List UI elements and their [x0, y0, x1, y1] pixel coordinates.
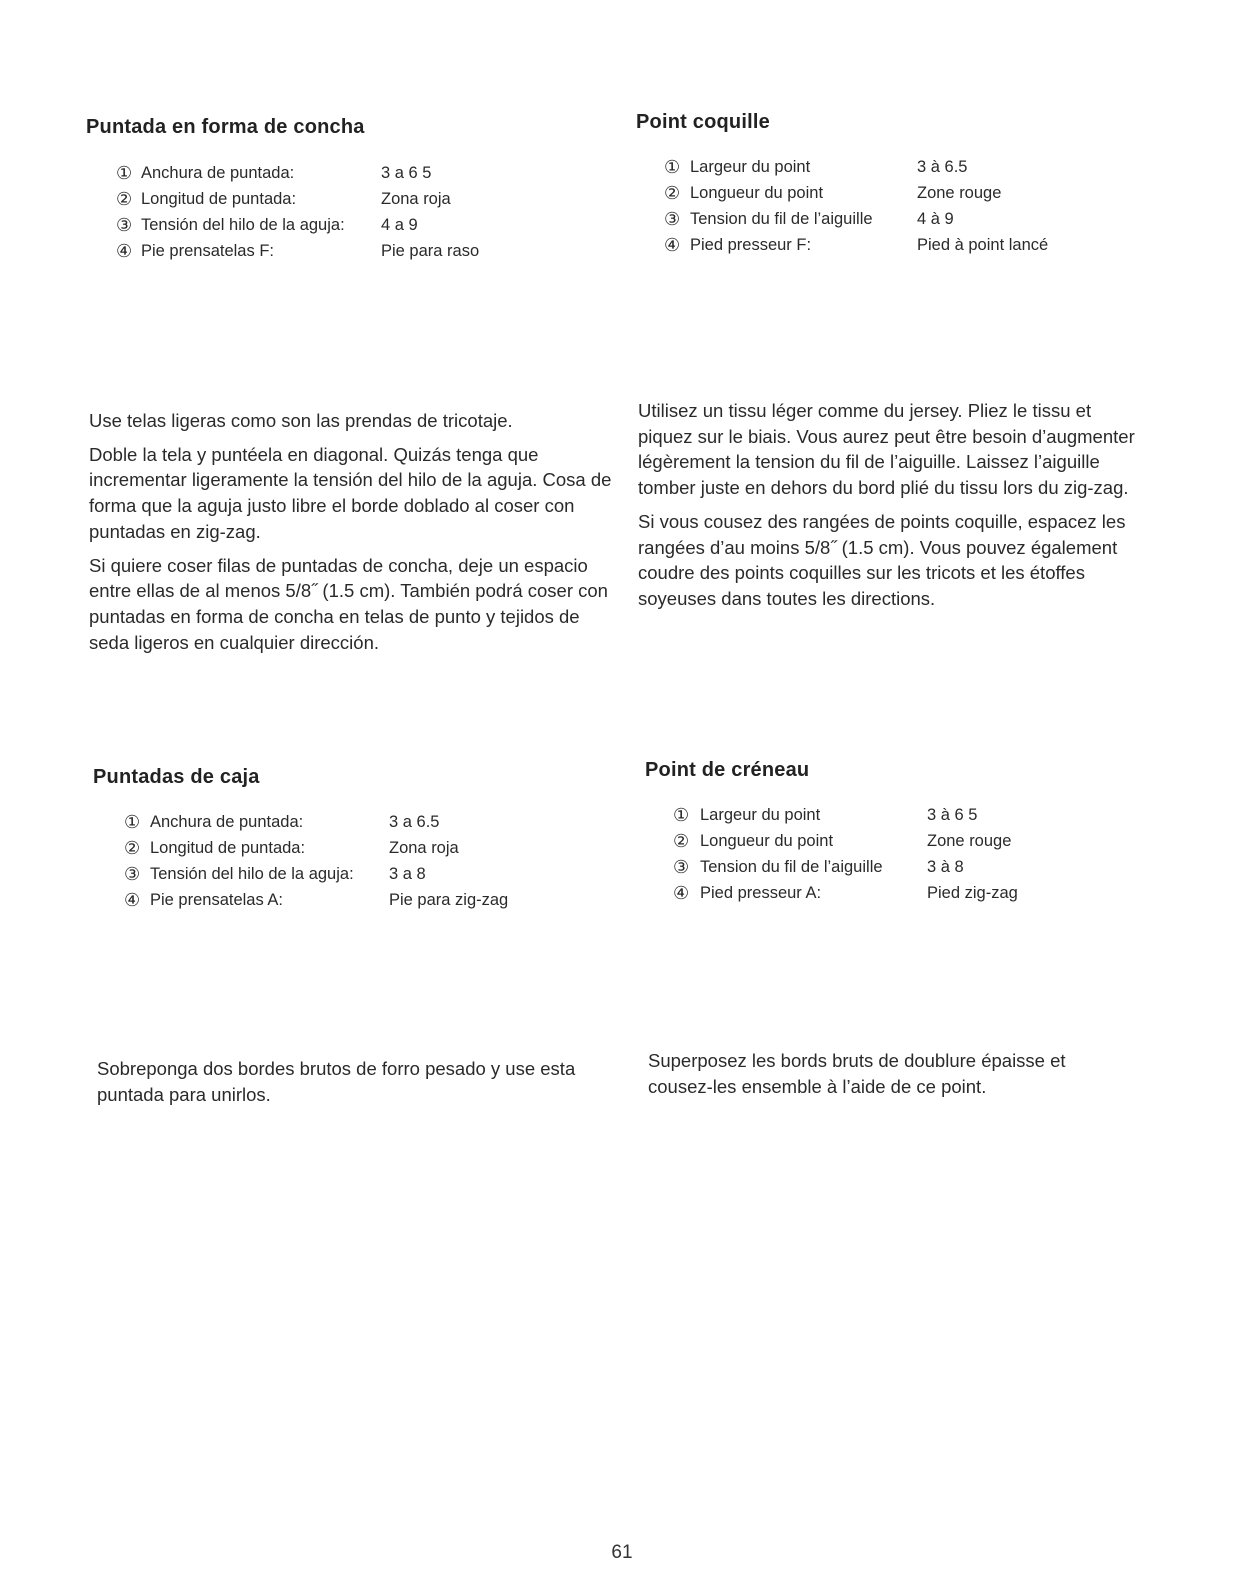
setting-label: Tension du fil de l’aiguille [700, 858, 883, 876]
setting-value: 3 à 8 [927, 858, 964, 876]
setting-value: 3 a 8 [389, 865, 426, 883]
setting-label: Longitud de puntada: [141, 190, 297, 208]
setting-row [664, 154, 1144, 180]
setting-row [116, 186, 536, 212]
setting-value: 4 a 9 [381, 216, 418, 234]
body-text-box-es [97, 1056, 597, 1115]
circled-number: ③ [124, 864, 141, 884]
section-title-shell-fr: Point coquille [636, 111, 770, 133]
circled-number: ② [116, 189, 133, 209]
circled-number: ④ [673, 883, 690, 903]
setting-label: Largeur du point [700, 806, 821, 824]
setting-label: Pied presseur F: [690, 236, 812, 254]
setting-value: Pie para zig-zag [389, 891, 509, 909]
circled-number: ③ [664, 209, 681, 229]
setting-value: Pied zig-zag [927, 884, 1018, 902]
settings-list-box-fr [673, 802, 1153, 906]
circled-number: ① [124, 812, 141, 832]
settings-list-shell-es [116, 160, 536, 264]
circled-number: ① [116, 163, 133, 183]
circled-number: ④ [664, 235, 681, 255]
circled-number: ② [664, 183, 681, 203]
setting-label: Largeur du point [690, 158, 811, 176]
setting-row [116, 212, 536, 238]
paragraph: Utilisez un tissu léger comme du jersey. Pliez le tissu et piquez sur le biais. Vous aurez peut être besoin d’augmenter légèrement la tension du fil de l’aiguille. Laissez l’aiguille tomber juste en dehors du bord plié du tissu lors du zig-zag. [638, 400, 1135, 499]
setting-label: Tension du fil de l’aiguille [690, 210, 873, 228]
setting-label: Anchura de puntada: [141, 164, 295, 182]
setting-value: Zona roja [381, 190, 451, 208]
setting-label: Longueur du point [700, 832, 834, 850]
page-number: 61 [611, 1542, 633, 1563]
setting-value: 4 à 9 [917, 210, 954, 228]
setting-value: Zona roja [389, 839, 459, 857]
settings-list-box-es [124, 809, 544, 913]
setting-row [116, 160, 536, 186]
circled-number: ① [664, 157, 681, 177]
paragraph: Si quiere coser filas de puntadas de concha, deje un espacio entre ellas de al menos 5/8˝ (1.5 cm). También podrá coser con puntadas en forma de concha en telas de punto y tejidos de seda ligeros en cualquier dirección. [89, 554, 608, 653]
setting-row [673, 828, 1153, 854]
setting-label: Longitud de puntada: [150, 839, 306, 857]
body-text-box-fr [648, 1048, 1128, 1107]
setting-value: 3 à 6.5 [917, 158, 968, 176]
circled-number: ② [124, 838, 141, 858]
setting-label: Tensión del hilo de la aguja: [141, 216, 345, 234]
paragraph: Superposez les bords bruts de doublure épaisse et cousez-les ensemble à l’aide de ce point. [648, 1050, 1066, 1097]
circled-number: ① [673, 805, 690, 825]
setting-value: Zone rouge [927, 832, 1012, 850]
setting-row [124, 835, 544, 861]
setting-row [124, 861, 544, 887]
settings-list-shell-fr [664, 154, 1144, 258]
section-title-shell-es: Puntada en forma de concha [86, 116, 365, 138]
setting-label: Pied presseur A: [700, 884, 822, 902]
setting-row [673, 802, 1153, 828]
body-text-shell-es [89, 408, 614, 663]
setting-row [664, 232, 1144, 258]
paragraph: Sobreponga dos bordes brutos de forro pesado y use esta puntada para unirlos. [97, 1058, 576, 1105]
section-title-box-fr: Point de créneau [645, 759, 810, 781]
circled-number: ④ [124, 890, 141, 910]
setting-label: Tensión del hilo de la aguja: [150, 865, 354, 883]
setting-row [664, 180, 1144, 206]
setting-label: Anchura de puntada: [150, 813, 304, 831]
setting-label: Longueur du point [690, 184, 824, 202]
setting-row [673, 854, 1153, 880]
paragraph: Si vous cousez des rangées de points coquille, espacez les rangées d’au moins 5/8˝ (1.5 cm). Vous pouvez également coudre des points coquilles sur les tricots et les étoffes soyeuses dans toutes les directions. [638, 510, 1126, 609]
circled-number: ④ [116, 241, 133, 261]
setting-label: Pie prensatelas A: [150, 891, 283, 909]
setting-value: 3 a 6 5 [381, 164, 432, 182]
section-title-box-es: Puntadas de caja [93, 766, 260, 788]
setting-row [124, 887, 544, 913]
setting-row [664, 206, 1144, 232]
body-text-shell-fr [638, 398, 1148, 620]
setting-value: 3 a 6.5 [389, 813, 440, 831]
setting-value: Pied à point lancé [917, 236, 1049, 254]
setting-row [116, 238, 536, 264]
setting-value: Zone rouge [917, 184, 1002, 202]
setting-value: 3 à 6 5 [927, 806, 978, 824]
setting-value: Pie para raso [381, 242, 480, 260]
paragraph: Use telas ligeras como son las prendas de tricotaje. [89, 410, 513, 431]
setting-row [673, 880, 1153, 906]
circled-number: ③ [116, 215, 133, 235]
setting-row [124, 809, 544, 835]
setting-label: Pie prensatelas F: [141, 242, 274, 260]
paragraph: Doble la tela y puntéela en diagonal. Quizás tenga que incrementar ligeramente la tensión del hilo de la aguja. Cosa de forma que la aguja justo libre el borde doblado al coser con puntadas en zig-zag. [89, 443, 612, 542]
circled-number: ③ [673, 857, 690, 877]
circled-number: ② [673, 831, 690, 851]
